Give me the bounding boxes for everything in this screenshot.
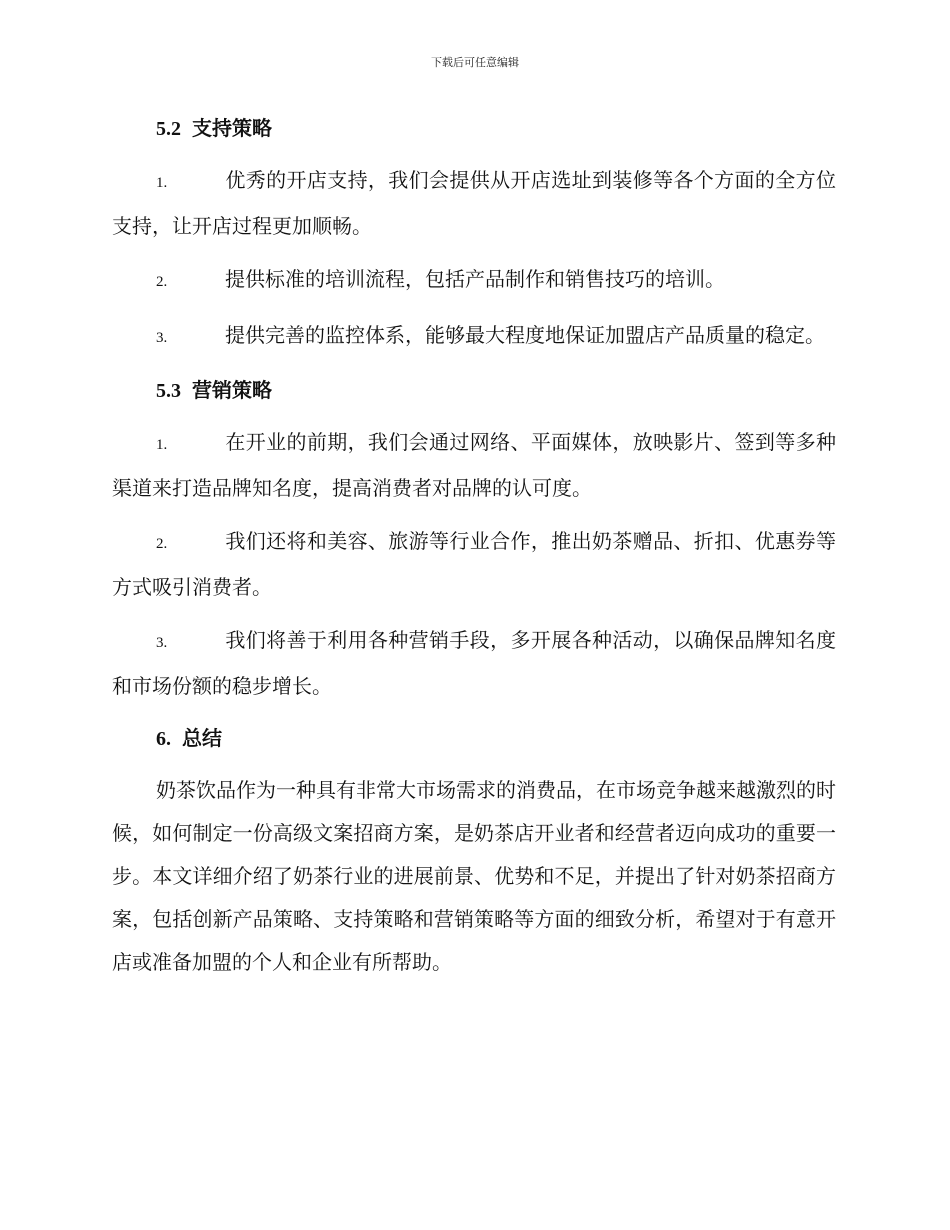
section-title: 总结 [181, 726, 222, 750]
list-item [112, 258, 836, 304]
list-item [112, 159, 836, 248]
list-item [112, 619, 836, 708]
list-item-number: 3. [156, 330, 168, 346]
list-item-number: 2. [156, 536, 168, 552]
list-item-text: 提供完善的监控体系，能够最大程度地保证加盟店产品质量的稳定。 [225, 323, 825, 347]
section-title: 营销策略 [191, 378, 272, 402]
list-item-text: 提供标准的培训流程，包括产品制作和销售技巧的培训。 [225, 267, 725, 291]
list-item [112, 520, 836, 609]
list-item-number: 1. [156, 437, 168, 453]
page-header: 下载后可任意编辑 [431, 56, 519, 69]
section-number: 5.3 [156, 380, 181, 402]
section-heading-5-3 [156, 370, 836, 411]
summary-paragraph: 奶茶饮品作为一种具有非常大市场需求的消费品，在市场竞争越来越激烈的时候，如何制定一份高级文案招商方案，是奶茶店开业者和经营者迈向成功的重要一步。本文详细介绍了奶茶行业的进展前景、优势和不足，并提出了针对奶茶招商方案，包括创新产品策略、支持策略和营销策略等方面的细致分析，希望对于有意开店或准备加盟的个人和企业有所帮助。 [112, 778, 836, 974]
list-item-number: 2. [156, 274, 168, 290]
section-number: 5.2 [156, 118, 181, 140]
list-item-number: 1. [156, 175, 168, 191]
document-body [112, 108, 836, 984]
section-heading-5-2 [156, 108, 836, 149]
list-item [112, 314, 836, 360]
list-item-text: 我们将善于利用各种营销手段，多开展各种活动，以确保品牌知名度和市场份额的稳步增长。 [112, 628, 836, 698]
list-item [112, 421, 836, 510]
list-item-text: 我们还将和美容、旅游等行业合作，推出奶茶赠品、折扣、优惠券等方式吸引消费者。 [112, 529, 836, 599]
list-item-text: 优秀的开店支持，我们会提供从开店选址到装修等各个方面的全方位支持，让开店过程更加顺畅。 [112, 168, 836, 238]
section-number: 6. [156, 728, 171, 750]
list-item-text: 在开业的前期，我们会通过网络、平面媒体，放映影片、签到等多种渠道来打造品牌知名度，提高消费者对品牌的认可度。 [112, 430, 836, 500]
section-title: 支持策略 [191, 116, 272, 140]
list-item-number: 3. [156, 635, 168, 651]
section-heading-6 [156, 718, 836, 759]
